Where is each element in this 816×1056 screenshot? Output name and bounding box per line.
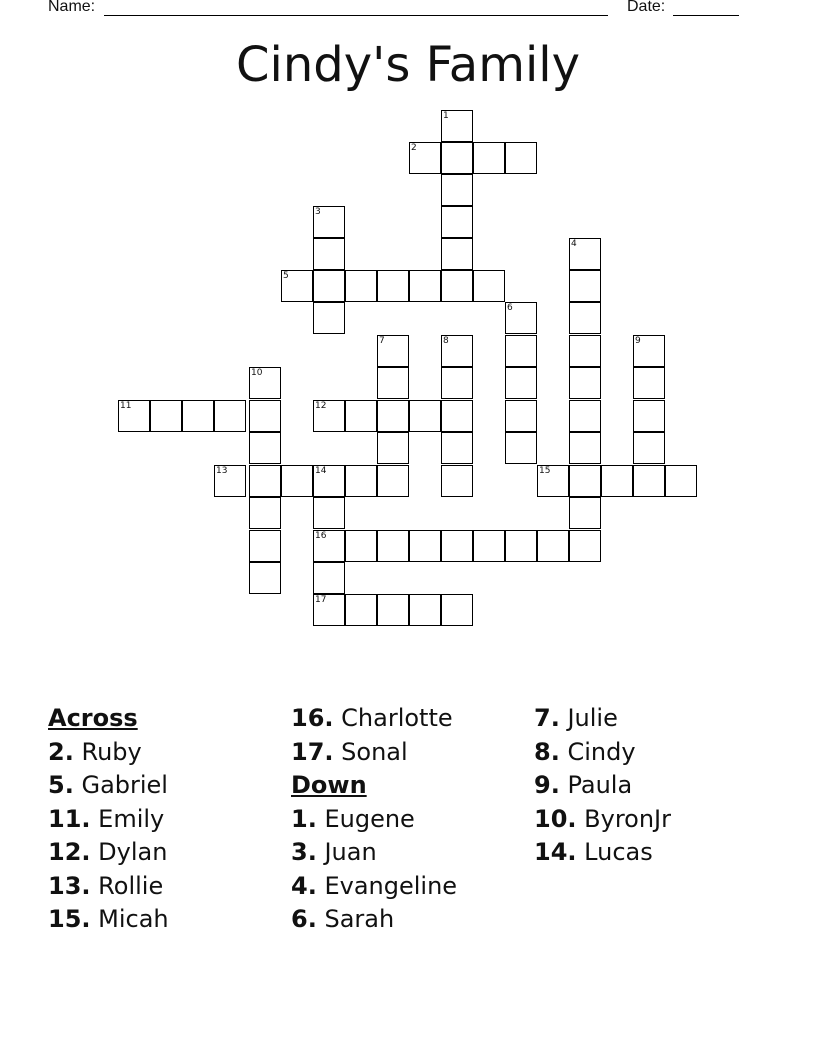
grid-cell[interactable] [182, 400, 214, 432]
clue-item [291, 736, 457, 770]
grid-cell[interactable] [313, 594, 345, 626]
clue-item [534, 803, 671, 837]
grid-cell[interactable] [441, 206, 473, 238]
cell-number: 3 [315, 207, 321, 217]
clue-item [291, 803, 457, 837]
cell-number: 11 [120, 401, 132, 411]
grid-cell[interactable] [569, 302, 601, 334]
cell-number: 5 [283, 271, 289, 281]
clue-text: Julie [567, 704, 618, 732]
clue-number: 12. [48, 838, 91, 866]
clue-item [48, 836, 169, 870]
grid-cell[interactable] [569, 465, 601, 497]
grid-cell[interactable] [249, 367, 281, 399]
clue-text: Sonal [341, 737, 408, 766]
clue-text: Dylan [98, 838, 168, 866]
cell-number: 10 [251, 368, 263, 378]
clue-number: 1. [291, 804, 317, 833]
grid-cell[interactable] [441, 110, 473, 142]
cell-number: 4 [571, 239, 577, 249]
grid-cell[interactable] [345, 270, 377, 302]
grid-cell[interactable] [345, 530, 377, 562]
grid-cell[interactable] [441, 270, 473, 302]
grid-cell[interactable] [377, 530, 409, 562]
cell-number: 8 [443, 336, 449, 346]
grid-cell[interactable] [441, 432, 473, 464]
grid-cell[interactable] [313, 238, 345, 270]
grid-cell[interactable] [569, 530, 601, 562]
grid-cell[interactable] [409, 530, 441, 562]
grid-cell[interactable] [118, 400, 150, 432]
grid-cell[interactable] [505, 367, 537, 399]
clue-text: Cindy [567, 737, 636, 766]
grid-cell[interactable] [505, 142, 537, 174]
grid-cell[interactable] [249, 432, 281, 464]
clue-number: 9. [534, 771, 560, 799]
clue-column-1 [48, 702, 169, 937]
grid-cell[interactable] [473, 142, 505, 174]
grid-cell[interactable] [505, 530, 537, 562]
cell-number: 12 [315, 401, 327, 411]
grid-cell[interactable] [633, 465, 665, 497]
grid-cell[interactable] [377, 432, 409, 464]
grid-cell[interactable] [569, 400, 601, 432]
clue-number: 13. [48, 871, 91, 900]
clue-text: Juan [324, 838, 377, 866]
grid-cell[interactable] [313, 270, 345, 302]
grid-cell[interactable] [345, 465, 377, 497]
clue-item [534, 836, 671, 870]
clue-text: Lucas [584, 838, 653, 866]
clue-number: 16. [291, 704, 334, 732]
date-label: Date: [627, 0, 666, 15]
grid-cell[interactable] [473, 530, 505, 562]
clue-text: Evangeline [324, 871, 458, 900]
grid-cell[interactable] [377, 465, 409, 497]
grid-cell[interactable] [441, 238, 473, 270]
cell-number: 14 [315, 466, 327, 476]
grid-cell[interactable] [633, 335, 665, 367]
date-field[interactable] [673, 15, 739, 16]
grid-cell[interactable] [633, 432, 665, 464]
grid-cell[interactable] [441, 400, 473, 432]
grid-cell[interactable] [313, 465, 345, 497]
grid-cell[interactable] [281, 270, 313, 302]
grid-cell[interactable] [633, 400, 665, 432]
grid-cell[interactable] [569, 432, 601, 464]
grid-cell[interactable] [537, 465, 569, 497]
grid-cell[interactable] [313, 302, 345, 334]
grid-cell[interactable] [601, 465, 633, 497]
clue-number: 7. [534, 704, 560, 732]
clue-item [291, 836, 457, 870]
grid-cell[interactable] [313, 206, 345, 238]
clue-column-3 [534, 702, 671, 870]
grid-cell[interactable] [249, 497, 281, 529]
clue-text: Ruby [81, 737, 142, 766]
name-label: Name: [48, 0, 96, 15]
clue-text: Paula [567, 771, 633, 799]
grid-cell[interactable] [441, 174, 473, 206]
grid-cell[interactable] [441, 530, 473, 562]
grid-cell[interactable] [441, 335, 473, 367]
cell-number: 1 [443, 111, 449, 121]
clue-text: Charlotte [341, 704, 453, 732]
clue-number: 14. [534, 838, 577, 866]
grid-cell[interactable] [505, 400, 537, 432]
clue-number: 10. [534, 804, 577, 833]
grid-cell[interactable] [441, 465, 473, 497]
clue-heading: Across [48, 704, 138, 732]
clue-text: Rollie [98, 871, 164, 900]
grid-cell[interactable] [441, 594, 473, 626]
grid-cell[interactable] [377, 400, 409, 432]
clue-text: Eugene [324, 804, 415, 833]
grid-cell[interactable] [345, 594, 377, 626]
clue-item [291, 702, 457, 736]
name-field[interactable] [104, 15, 608, 16]
cell-number: 16 [315, 531, 327, 541]
worksheet-header [0, 0, 816, 20]
grid-cell[interactable] [505, 432, 537, 464]
grid-cell[interactable] [665, 465, 697, 497]
grid-cell[interactable] [409, 142, 441, 174]
grid-cell[interactable] [409, 594, 441, 626]
clue-number: 5. [48, 771, 74, 799]
grid-cell[interactable] [313, 562, 345, 594]
clue-number: 11. [48, 804, 91, 833]
grid-cell[interactable] [313, 400, 345, 432]
clue-item [48, 870, 169, 904]
grid-cell[interactable] [377, 270, 409, 302]
grid-cell[interactable] [441, 367, 473, 399]
clue-item [48, 803, 169, 837]
grid-cell[interactable] [569, 238, 601, 270]
grid-cell[interactable] [633, 367, 665, 399]
grid-cell[interactable] [505, 302, 537, 334]
clue-number: 3. [291, 838, 317, 866]
grid-cell[interactable] [377, 594, 409, 626]
grid-cell[interactable] [409, 400, 441, 432]
grid-cell[interactable] [249, 465, 281, 497]
grid-cell[interactable] [281, 465, 313, 497]
grid-cell[interactable] [409, 270, 441, 302]
clue-item [48, 769, 169, 803]
clue-item [534, 702, 671, 736]
clue-item [534, 769, 671, 803]
cell-number: 7 [379, 336, 385, 346]
clue-text: Emily [98, 804, 165, 833]
cell-number: 9 [635, 336, 641, 346]
grid-cell[interactable] [377, 335, 409, 367]
clue-item [48, 903, 169, 937]
grid-cell[interactable] [569, 270, 601, 302]
grid-cell[interactable] [537, 530, 569, 562]
grid-cell[interactable] [249, 530, 281, 562]
grid-cell[interactable] [377, 367, 409, 399]
clue-number: 4. [291, 871, 317, 900]
grid-cell[interactable] [150, 400, 182, 432]
page-title: Cindy's Family [235, 37, 581, 93]
grid-cell[interactable] [569, 367, 601, 399]
clue-number: 6. [291, 905, 317, 933]
cell-number: 6 [507, 303, 513, 313]
clue-item [291, 903, 457, 937]
clue-text: Sarah [324, 905, 395, 933]
cell-number: 15 [539, 466, 551, 476]
clue-item [291, 870, 457, 904]
grid-cell[interactable] [214, 465, 246, 497]
grid-cell[interactable] [313, 497, 345, 529]
clue-number: 17. [291, 737, 334, 766]
clue-text: Gabriel [81, 771, 168, 799]
grid-cell[interactable] [569, 335, 601, 367]
clue-number: 8. [534, 737, 560, 766]
clue-item [48, 736, 169, 770]
grid-cell[interactable] [473, 270, 505, 302]
clue-column-2 [291, 702, 457, 937]
clue-number: 2. [48, 737, 74, 766]
grid-cell[interactable] [249, 562, 281, 594]
clue-text: Micah [98, 905, 169, 933]
grid-cell[interactable] [345, 400, 377, 432]
grid-cell[interactable] [441, 142, 473, 174]
cell-number: 13 [216, 466, 228, 476]
grid-cell[interactable] [313, 530, 345, 562]
grid-cell[interactable] [249, 400, 281, 432]
cell-number: 17 [315, 595, 327, 605]
clue-item [534, 736, 671, 770]
grid-cell[interactable] [505, 335, 537, 367]
clue-number: 15. [48, 905, 91, 933]
grid-cell[interactable] [214, 400, 246, 432]
cell-number: 2 [411, 143, 417, 153]
grid-cell[interactable] [569, 497, 601, 529]
clue-heading: Down [291, 771, 367, 799]
clue-text: ByronJr [584, 804, 672, 833]
